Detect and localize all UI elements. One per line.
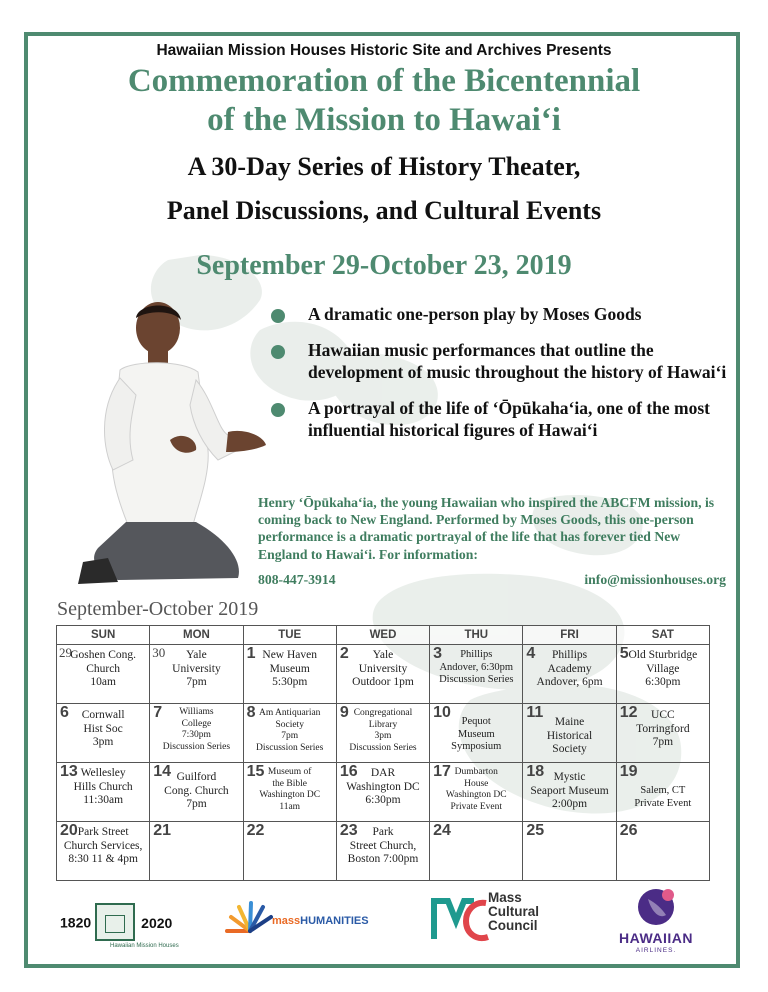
contact-email[interactable]: info@missionhouses.org [584, 572, 726, 587]
day-number: 4 [526, 645, 536, 662]
day-number: 16 [339, 763, 358, 780]
day-event: Phillips Academy Andover, 6pm [536, 649, 603, 688]
calendar-day-cell [57, 822, 150, 881]
feature-item: Hawaiian music performances that outline the development of music throughout the history of Hawai‘i [268, 339, 728, 383]
calendar-day-cell [616, 763, 709, 822]
mass-humanities-logo: massHUMANITIES [272, 915, 369, 927]
calendar-day-cell [523, 645, 616, 704]
calendar-day-cell [150, 822, 243, 881]
calendar-day-cell [430, 763, 523, 822]
feature-item: A portrayal of the life of ‘Ōpūkaha‘ia, one of the most influential historical figures of Hawai‘i [268, 397, 728, 441]
day-event: Old Sturbridge Village 6:30pm [628, 649, 698, 688]
bullet-dot-icon [271, 309, 285, 323]
weekday-header: SUN [57, 626, 150, 645]
contact-phone: 808-447-3914 [258, 572, 336, 587]
day-event: Wellesley Hills Church 11:30am [73, 767, 133, 806]
day-number: 6 [60, 704, 69, 721]
hawaiian-airlines-logo: HAWAIIAN [619, 930, 693, 946]
calendar-day-cell [336, 763, 429, 822]
day-event: Guilford Cong. Church 7pm [164, 771, 229, 810]
calendar-day-cell [616, 645, 709, 704]
calendar-day-cell [430, 822, 523, 881]
weekday-header: THU [430, 626, 523, 645]
calendar-day-cell [523, 763, 616, 822]
calendar-title: September-October 2019 [57, 598, 259, 620]
day-event: Williams College 7:30pm Discussion Series [162, 707, 231, 752]
contact-line [258, 572, 726, 588]
calendar-header-row [57, 626, 710, 645]
weekday-header: FRI [523, 626, 616, 645]
calendar-day-cell [616, 704, 709, 763]
day-number: 1 [246, 645, 256, 662]
day-number: 29 [59, 645, 72, 660]
bullet-dot-icon [271, 345, 285, 359]
calendar-day-cell [336, 645, 429, 704]
calendar-week-row [57, 645, 710, 704]
day-event: UCC Torringford 7pm [636, 709, 690, 748]
feature-list [268, 303, 728, 455]
calendar-week-row [57, 822, 710, 881]
day-number: 26 [619, 822, 638, 839]
day-number: 7 [153, 704, 163, 721]
day-number: 10 [433, 704, 451, 721]
presenter-line: Hawaiian Mission Houses Historic Site and Archives Presents [156, 42, 612, 59]
day-event: New Haven Museum 5:30pm [262, 649, 317, 688]
calendar-day-cell [616, 822, 709, 881]
calendar-day-cell [150, 645, 243, 704]
mass-cultural-council-logo: Mass Cultural Council [488, 890, 540, 933]
day-event: Dumbarton House Washington DC Private Event [445, 767, 507, 812]
day-number: 8 [246, 704, 256, 721]
calendar-day-cell [243, 645, 336, 704]
day-number: 19 [619, 763, 638, 780]
day-number: 21 [153, 822, 172, 839]
day-number: 5 [619, 645, 629, 662]
day-number: 12 [619, 704, 638, 721]
title-line-2: of the Mission to Hawai‘i [207, 102, 561, 138]
day-event: Cornwall Hist Soc 3pm [81, 709, 125, 748]
feature-item: A dramatic one-person play by Moses Goods [268, 303, 728, 325]
weekday-header: SAT [616, 626, 709, 645]
day-event: Am Antiquarian Society 7pm Discussion Series [256, 708, 324, 753]
calendar-week-row [57, 704, 710, 763]
day-number: 23 [339, 822, 358, 839]
day-number: 30 [152, 645, 166, 660]
day-number: 3 [433, 645, 443, 662]
day-number: 18 [526, 763, 545, 780]
performer-photo [78, 300, 268, 585]
day-event: Park Street Church Services, 8:30 11 & 4pm [63, 826, 143, 865]
calendar-day-cell [430, 645, 523, 704]
day-event: Park Street Church, Boston 7:00pm [347, 826, 419, 865]
event-description: Henry ‘Ōpūkaha‘ia, the young Hawaiian who inspired the ABCFM mission, is coming back to New England. Performed by Moses Goods, this one-person performance is a dramatic portrayal of the life that has forever tied New England to Hawai‘i. For information: [258, 495, 715, 562]
calendar-day-cell [150, 763, 243, 822]
mission-houses-caption: Hawaiian Mission Houses [110, 943, 179, 949]
day-number: 20 [60, 822, 78, 839]
day-event: Mystic Seaport Museum 2:00pm [530, 771, 609, 810]
house-icon [95, 903, 135, 941]
mission-houses-logo: 1820 2020 [60, 905, 172, 943]
day-number: 9 [339, 704, 349, 721]
day-event: Salem, CT Private Event [634, 785, 692, 809]
calendar-day-cell [243, 704, 336, 763]
day-event: Goshen Cong. Church 10am [70, 649, 137, 688]
calendar-week-row [57, 763, 710, 822]
event-calendar [56, 625, 710, 881]
calendar-day-cell [150, 704, 243, 763]
day-event: Maine Historical Society [546, 716, 593, 755]
day-number: 25 [526, 822, 545, 839]
event-dates: September 29-October 23, 2019 [196, 250, 572, 281]
day-number: 14 [153, 763, 172, 780]
weekday-header: TUE [243, 626, 336, 645]
title-line-1: Commemoration of the Bicentennial [127, 63, 641, 99]
day-number: 17 [433, 763, 451, 780]
weekday-header: WED [336, 626, 429, 645]
calendar-day-cell [523, 704, 616, 763]
day-event: Pequot Museum Symposium [451, 716, 502, 752]
day-number: 13 [60, 763, 78, 780]
calendar-day-cell [430, 704, 523, 763]
calendar-day-cell [523, 822, 616, 881]
calendar-day-cell [243, 822, 336, 881]
day-number: 2 [339, 645, 349, 662]
day-event: Museum of the Bible Washington DC 11am [259, 767, 321, 812]
day-event: Congregational Library 3pm Discussion Series [349, 708, 417, 753]
day-event: DAR Washington DC 6:30pm [346, 767, 420, 806]
subtitle-line-1: A 30-Day Series of History Theater, [187, 152, 581, 181]
day-event: Phillips Andover, 6:30pm Discussion Series [439, 649, 514, 685]
calendar-day-cell [336, 822, 429, 881]
subtitle-line-2: Panel Discussions, and Cultural Events [166, 196, 602, 225]
calendar-day-cell [57, 704, 150, 763]
sponsor-logos [40, 885, 730, 955]
day-number: 15 [246, 763, 265, 780]
day-number: 22 [246, 822, 265, 839]
calendar-day-cell [243, 763, 336, 822]
weekday-header: MON [150, 626, 243, 645]
day-event: Yale University Outdoor 1pm [352, 649, 414, 688]
hawaiian-airlines-sub: AIRLINES. [635, 947, 677, 954]
calendar-day-cell [57, 763, 150, 822]
calendar-day-cell [57, 645, 150, 704]
calendar-day-cell [336, 704, 429, 763]
day-number: 24 [433, 822, 451, 839]
bullet-dot-icon [271, 403, 285, 417]
day-event: Yale University 7pm [172, 649, 221, 688]
day-number: 11 [526, 704, 544, 721]
